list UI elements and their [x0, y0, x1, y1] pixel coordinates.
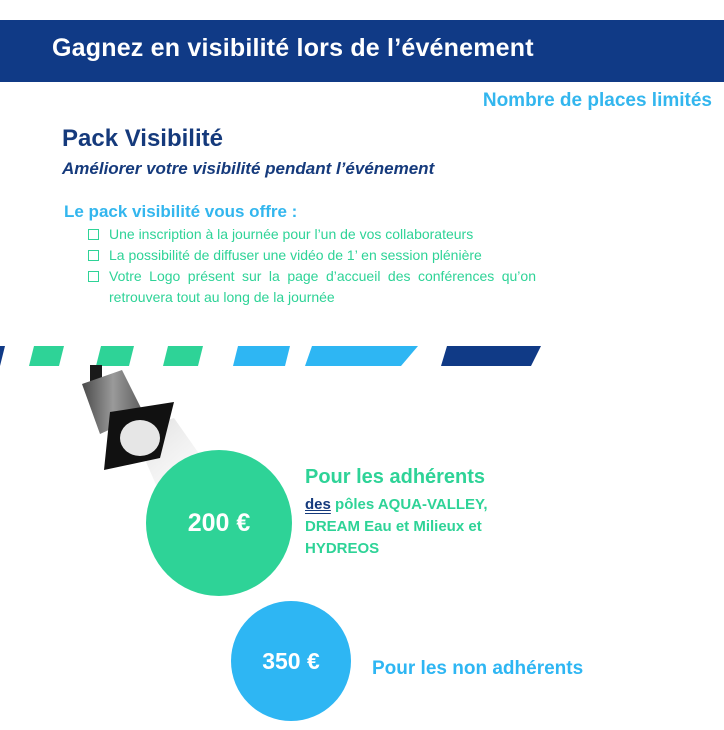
members-detail-prefix: des — [305, 496, 331, 513]
non-member-price-badge: 350 € — [231, 601, 351, 721]
member-price-badge: 200 € — [146, 450, 292, 596]
pack-subtitle: Améliorer votre visibilité pendant l’événement — [62, 159, 435, 178]
limited-seats-notice: Nombre de places limités — [482, 90, 712, 111]
checkbox-bullet-icon — [88, 229, 99, 240]
checkbox-bullet-icon — [88, 271, 99, 282]
pack-title: Pack Visibilité — [62, 125, 223, 152]
members-detail — [305, 494, 535, 560]
benefit-item — [88, 224, 536, 245]
checkbox-bullet-icon — [88, 250, 99, 261]
benefit-item — [88, 245, 536, 266]
dash-segment — [305, 346, 418, 366]
dash-segment — [441, 346, 541, 366]
dash-segment — [0, 346, 5, 366]
offer-title: Le pack visibilité vous offre : — [64, 202, 298, 221]
benefits-list — [88, 224, 536, 308]
members-title: Pour les adhérents — [305, 466, 486, 488]
benefit-text: Votre Logo présent sur la page d’accueil des conférences qu’on retrouvera tout au long de la journée — [109, 268, 536, 305]
banner-title: Gagnez en visibilité lors de l’événement — [52, 34, 534, 62]
benefit-text: Une inscription à la journée pour l’un de vos collaborateurs — [109, 226, 474, 242]
non-members-label: Pour les non adhérents — [372, 658, 584, 679]
benefit-text: La possibilité de diffuser une vidéo de 1’ en session plénière — [109, 247, 482, 263]
benefit-item — [88, 266, 536, 308]
header-banner — [0, 20, 724, 82]
members-detail-rest: pôles AQUA-VALLEY, DREAM Eau et Milieux et HYDREOS — [305, 496, 488, 557]
dash-segment — [29, 346, 64, 366]
